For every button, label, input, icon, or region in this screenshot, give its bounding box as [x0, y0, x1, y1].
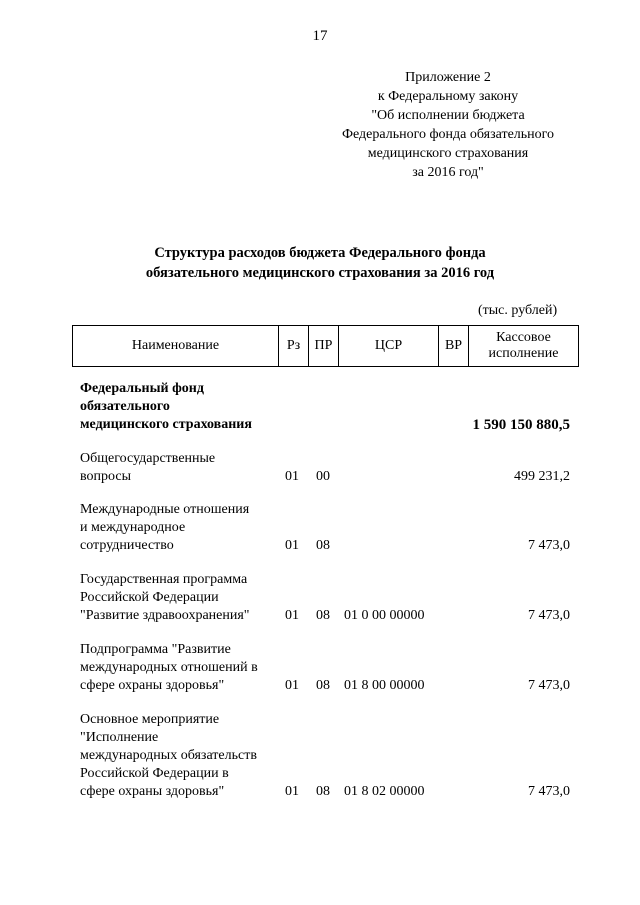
row-csr: 01 0 00 00000	[344, 608, 425, 623]
appendix-line: Приложение 2	[405, 70, 491, 85]
header-amount	[469, 326, 579, 367]
page-number: 17	[312, 28, 328, 44]
row-name-line: сфере охраны здоровья"	[80, 784, 225, 799]
row-name-line: международных обязательств	[80, 748, 257, 763]
row-csr: 01 8 02 00000	[344, 784, 425, 799]
table-row	[80, 641, 578, 695]
row-name-line: Государственная программа	[80, 572, 248, 587]
row-name-line: Федеральный фонд	[80, 381, 204, 396]
row-pr: 08	[316, 784, 330, 799]
row-pr: 00	[316, 469, 330, 484]
row-amount: 7 473,0	[528, 678, 570, 693]
row-rz: 01	[285, 469, 299, 484]
row-name	[80, 641, 285, 695]
appendix-line: к Федеральному закону	[377, 89, 519, 104]
header-vr: ВР	[439, 326, 469, 367]
row-name-line: Подпрограмма "Развитие	[80, 642, 231, 657]
table-row	[80, 501, 578, 555]
header-amount-line: исполнение	[488, 346, 559, 361]
row-name-line: Общегосударственные	[80, 451, 216, 466]
title-line: Структура расходов бюджета Федерального фонда	[154, 245, 486, 261]
row-name-line: Российской Федерации	[80, 590, 219, 605]
header-amount-line: Кассовое	[496, 330, 551, 345]
row-name-line: медицинского страхования	[80, 417, 252, 432]
appendix-line: Федерального фонда обязательного	[341, 127, 555, 142]
budget-table-header	[72, 325, 579, 367]
header-name: Наименование	[73, 326, 279, 367]
row-amount: 7 473,0	[528, 784, 570, 799]
row-name-line: Международные отношения	[80, 502, 250, 517]
header-rz: Рз	[279, 326, 309, 367]
row-amount: 499 231,2	[514, 469, 570, 484]
row-name	[80, 711, 285, 801]
row-pr: 08	[316, 538, 330, 553]
row-name-line: международных отношений в	[80, 660, 258, 675]
table-row	[80, 450, 578, 486]
row-rz: 01	[285, 678, 299, 693]
row-name	[80, 380, 285, 434]
appendix-line: медицинского страхования	[367, 146, 529, 161]
row-name	[80, 501, 285, 555]
table-row	[80, 571, 578, 625]
appendix-header	[318, 68, 578, 182]
row-name-line: сотрудничество	[80, 538, 174, 553]
row-rz: 01	[285, 538, 299, 553]
row-name-line: "Исполнение	[80, 730, 159, 745]
header-csr: ЦСР	[339, 326, 439, 367]
row-amount: 1 590 150 880,5	[472, 417, 570, 433]
unit-label: (тыс. рублей)	[478, 303, 558, 318]
row-amount: 7 473,0	[528, 608, 570, 623]
row-name	[80, 571, 285, 625]
row-amount: 7 473,0	[528, 538, 570, 553]
row-name-line: Основное мероприятие	[80, 712, 220, 727]
row-name	[80, 450, 285, 486]
row-name-line: "Развитие здравоохранения"	[80, 608, 250, 623]
title-line: обязательного медицинского страхования за 2016 год	[145, 265, 495, 281]
header-pr: ПР	[309, 326, 339, 367]
row-rz: 01	[285, 784, 299, 799]
document-title	[60, 243, 580, 283]
appendix-line: за 2016 год"	[412, 165, 484, 180]
row-pr: 08	[316, 608, 330, 623]
row-name-line: обязательного	[80, 399, 170, 414]
table-row	[80, 380, 578, 434]
row-csr: 01 8 00 00000	[344, 678, 425, 693]
row-pr: 08	[316, 678, 330, 693]
row-name-line: вопросы	[80, 469, 131, 484]
row-name-line: Российской Федерации в	[80, 766, 229, 781]
row-name-line: сфере охраны здоровья"	[80, 678, 225, 693]
row-name-line: и международное	[80, 520, 186, 535]
row-rz: 01	[285, 608, 299, 623]
appendix-line: "Об исполнении бюджета	[371, 108, 525, 123]
table-row	[80, 711, 578, 801]
